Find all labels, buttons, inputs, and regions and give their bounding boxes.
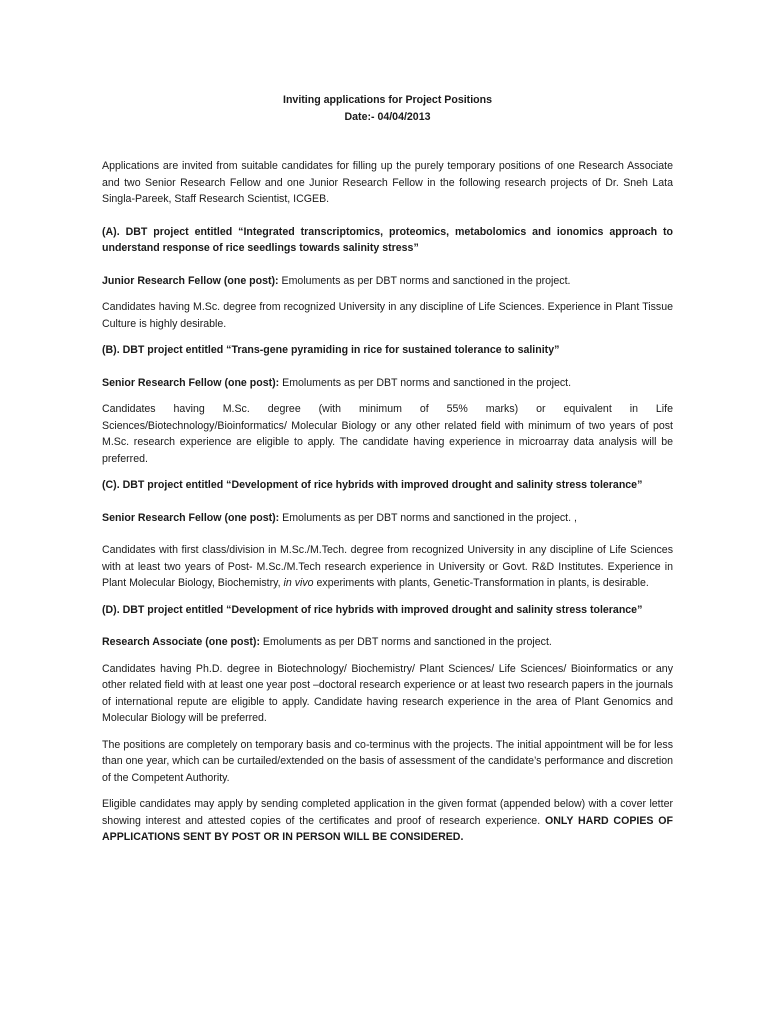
project-c-heading: (C). DBT project entitled “Development of rice hybrids with improved drought and salinity stress tolerance” <box>102 479 643 491</box>
project-d-post-text: Emoluments as per DBT norms and sanctioned in the project. <box>259 636 552 648</box>
project-b-post <box>102 375 673 392</box>
project-a-post-text: Emoluments as per DBT norms and sanctioned in the project. <box>278 274 571 287</box>
document-header <box>102 92 673 125</box>
project-a-requirements: Candidates having M.Sc. degree from recognized University in any discipline of Life Sciences. Experience in Plant Tissue Culture is highly desirable. <box>102 301 673 330</box>
document-date: Date:- 04/04/2013 <box>344 110 431 123</box>
apply-notice: ONLY HARD COPIES OF APPLICATIONS SENT BY POST OR IN PERSON WILL BE CONSIDERED. <box>102 814 673 843</box>
document-title: Inviting applications for Project Positions <box>283 94 492 106</box>
project-c-requirements: Candidates with first class/division in M.Sc./M.Tech. degree from recognized University in any discipline of Life Sciences with at least two years of Post- M.Sc./M.Tech research experience in University or Govt. R&D Institutes. Experience in Plant Molecular Biology, Biochemistry, in vivo experiments with plants, Genetic-Transformation in plants, is desirable. <box>102 544 673 589</box>
project-b-heading: (B). DBT project entitled “Trans-gene pyramiding in rice for sustained tolerance to salinity” <box>102 344 560 356</box>
project-a-post-label: Junior Research Fellow (one post): <box>102 274 279 287</box>
in-vivo-italic: in vivo <box>283 577 314 589</box>
intro-paragraph: Applications are invited from suitable candidates for filling up the purely temporary positions of one Research Associate and two Senior Research Fellow and one Junior Research Fellow in the following research projects of Dr. Sneh Lata Singla-Pareek, Staff Research Scientist, ICGEB. <box>102 160 673 205</box>
project-b-post-label: Senior Research Fellow (one post): <box>102 376 280 389</box>
project-c-post <box>102 510 673 527</box>
apply-paragraph: Eligible candidates may apply by sending completed application in the given format (appended below) with a cover letter showing interest and attested copies of the certificates and proof of research experience. ONLY HARD COPIES OF APPLICATIONS SENT BY POST OR IN PERSON WILL BE CONSIDERED. <box>102 798 673 843</box>
project-c-post-label: Senior Research Fellow (one post): <box>102 511 280 524</box>
project-b-requirements: Candidates having M.Sc. degree (with minimum of 55% marks) or equivalent in Life Sciences/Biotechnology/Bioinformatics/ Molecular Biology or any other related field with minimum of two years of post M.Sc. research experience are eligible to apply. The candidate having experience in microarray data analysis will be preferred. <box>102 403 673 465</box>
document-page <box>102 92 673 856</box>
project-d-heading: (D). DBT project entitled “Development of rice hybrids with improved drought and salinity stress tolerance” <box>102 603 643 616</box>
project-d-post-label: Research Associate (one post): <box>102 636 260 648</box>
project-a-heading: (A). DBT project entitled “Integrated transcriptomics, proteomics, metabolomics and ionomics approach to understand response of rice seedlings towards salinity stress” <box>102 225 673 254</box>
project-d-requirements: Candidates having Ph.D. degree in Biotechnology/ Biochemistry/ Plant Sciences/ Life Sciences/ Bioinformatics or any other related field with at least one year post –doctoral research experience or at least two research papers in the journals of international repute are eligible to apply. Candidate having research experience in the area of Plant Genomics and Molecular Biology will be preferred. <box>102 662 673 724</box>
project-b-post-text: Emoluments as per DBT norms and sanctioned in the project. <box>279 376 572 389</box>
project-a-post <box>102 273 673 290</box>
terms-paragraph: The positions are completely on temporary basis and co-terminus with the projects. The initial appointment will be for less than one year, which can be curtailed/extended on the basis of assessment of the candidate’s performance and discretion of the Competent Authority. <box>102 738 673 784</box>
project-c-post-text: Emoluments as per DBT norms and sanctioned in the project. , <box>279 511 577 524</box>
project-d-post <box>102 634 673 651</box>
